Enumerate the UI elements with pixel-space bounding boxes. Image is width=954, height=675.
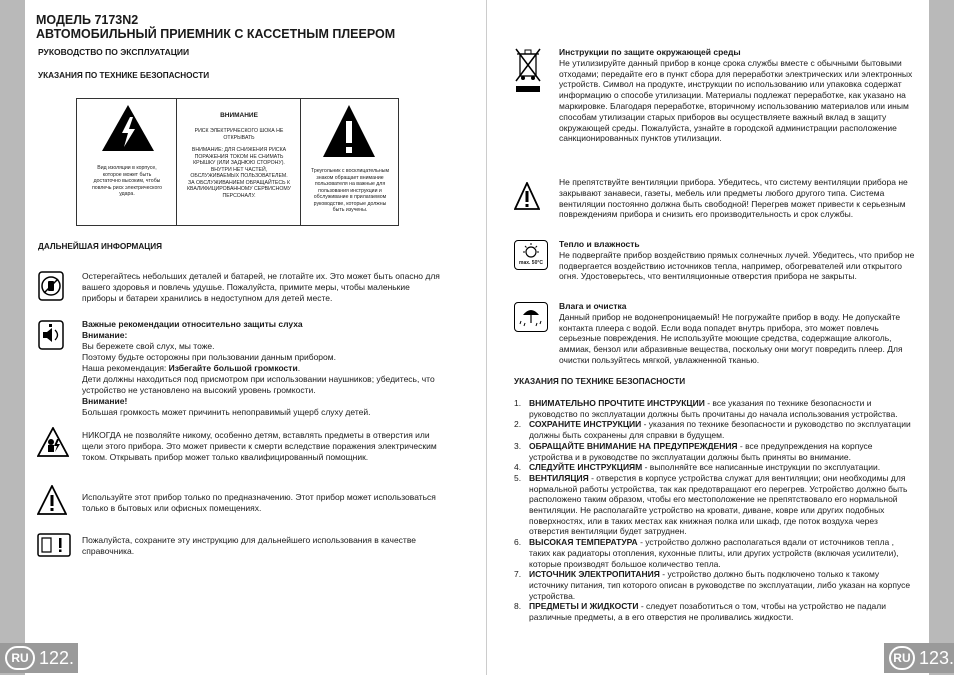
list-item-bold: СОХРАНИТЕ ИНСТРУКЦИИ: [529, 419, 642, 430]
product-title: АВТОМОБИЛЬНЫЙ ПРИЕМНИК С КАССЕТНЫМ ПЛЕЕРОМ: [36, 27, 396, 41]
list-item-body: - отверстия в корпусе устройства служат для вентиляции; они необходимы для нормальной работы устройства, так как предотвращают его перегрев. Устройство должно быть расположено таким образом, чтобы его местоположение не препятствовало его нормальной вентиляции. Не располагайте устройство на кровати, диване, ковре или других подобных поверхностях, или в таких местах как книжная полка или шкаф, где поток воздуха через отверстия вентиляции будет затруднен.: [529, 472, 908, 537]
heat-text: Не подвергайте прибор воздействию прямых солнечных лучей. Убедитесь, что прибор не подвергается воздействию источников тепла, например, обогревателей или открытого огня. Удостоверьтесь, что вентиляционные отверстия прибора не закрыты.: [559, 249, 915, 282]
hearing-line-3: [82, 363, 442, 374]
hearing-line-4: Дети должны находиться под присмотром при использовании наушников; убедитесь, что устройство не установлено на высокий уровень громкости.: [82, 374, 435, 395]
small-parts-text: Остерегайтесь небольших деталей и батарей, не глотайте их. Это может быть опасно для вашего здоровья и повлечь удушье. Пожалуйста, примите меры, чтобы маленькие приборы и батареи хранились в недоступном для детей месте.: [82, 271, 440, 303]
list-item-bold: ВЕНТИЛЯЦИЯ: [529, 472, 589, 483]
electric-hazard-icon: [37, 427, 69, 457]
environment-title: Инструкции по защите окружающей среды: [559, 47, 741, 57]
list-item-text: [529, 601, 914, 622]
sun-icon: [515, 241, 547, 261]
page-divider: [486, 0, 487, 675]
list-item-body: - устройство должно быть подключено только к такому источнику питания, тип которого описан в руководстве по эксплуатации, либо указан на корпусе устройства.: [529, 569, 911, 601]
hearing-attention: Внимание:: [82, 330, 128, 340]
moisture-section: [559, 301, 915, 366]
warning-risk: РИСК ЭЛЕКТРИЧЕСКОГО ШОКА НЕ ОТКРЫВАТЬ: [194, 128, 284, 141]
hearing-recommendation-label: Наша рекомендация:: [82, 363, 169, 373]
hearing-line-5: Большая громкость может причинить непоправимый ущерб слуху детей.: [82, 407, 371, 417]
manual-heading: РУКОВОДСТВО ПО ЭКСПЛУАТАЦИИ: [38, 47, 190, 57]
safety-heading-left: УКАЗАНИЯ ПО ТЕХНИКЕ БЕЗОПАСНОСТИ: [38, 71, 210, 80]
list-item-text: [529, 398, 914, 419]
list-item: [514, 419, 914, 440]
list-item-bold: ИСТОЧНИК ЭЛЕКТРОПИТАНИЯ: [529, 569, 660, 580]
model-title: МОДЕЛЬ 7173N2: [36, 13, 139, 27]
warning-shock-text: Вид изоляции в корпусе, которое может быть достаточно высоким, чтобы повлечь риск электрического удара.: [92, 165, 162, 197]
list-item-bold: ВЫСОКАЯ ТЕМПЕРАТУРА: [529, 537, 638, 548]
umbrella-rain-icon: [515, 303, 547, 331]
list-number: 5.: [514, 472, 522, 483]
list-item-text: [529, 462, 880, 473]
heat-section: [559, 239, 915, 282]
language-badge-right: RU: [889, 646, 915, 670]
list-item-body: - выполняйте все написанные инструкции по эксплуатации.: [642, 462, 881, 473]
list-item: [514, 398, 914, 419]
page-number-left: [0, 643, 78, 673]
warning-cell-caution: [177, 99, 301, 225]
page-number-left-value: 122.: [39, 647, 75, 668]
lightning-warning-icon: [102, 105, 154, 151]
hearing-title: Важные рекомендации относительно защиты слуха: [82, 319, 303, 329]
left-margin-bar: [0, 0, 25, 675]
weee-bin-icon: [514, 46, 542, 94]
caution-icon: [37, 485, 67, 515]
list-item-text: [529, 537, 914, 569]
list-item: [514, 462, 914, 473]
list-item-bold: ПРЕДМЕТЫ И ЖИДКОСТИ: [529, 601, 639, 612]
list-number: 2.: [514, 419, 522, 430]
list-item-body: - указания по технике безопасности и руководство по эксплуатации должны быть сохранены для справки в будущем.: [529, 419, 911, 441]
list-number: 7.: [514, 569, 522, 580]
list-item-bold: СЛЕДУЙТЕ ИНСТРУКЦИЯМ: [529, 462, 643, 473]
ventilation-warning-icon: [514, 182, 540, 210]
list-item-body: - все указания по технике безопасности и руководство по эксплуатации должны быть прочитаны до начала использования устройства.: [529, 398, 898, 419]
page-number-right: [884, 643, 954, 673]
list-item: [514, 441, 914, 462]
list-item-bold: ВНИМАТЕЛЬНО ПРОЧТИТЕ ИНСТРУКЦИИ: [529, 398, 705, 408]
list-item: [514, 473, 914, 537]
list-number: 1.: [514, 398, 522, 408]
list-item-text: [529, 473, 914, 537]
exclamation-warning-icon: [323, 105, 375, 157]
safety-list: [514, 398, 914, 623]
hearing-line-1: Вы бережете свой слух, мы тоже.: [82, 341, 215, 351]
hearing-recommendation: Избегайте большой громкости: [168, 363, 298, 373]
list-item-bold: ОБРАЩАЙТЕ ВНИМАНИЕ НА ПРЕДУПРЕЖДЕНИЯ: [529, 440, 738, 451]
usage-purpose-text: Используйте этот прибор только по предназначению. Этот прибор может использоваться только в бытовых или офисных помещениях.: [82, 492, 436, 513]
list-item-body: - следует позаботиться о том, чтобы на устройство не падали различные предметы, а в его отверстия не проливались жидкости.: [529, 601, 886, 623]
list-item-body: - устройство должно располагаться вдали от источников тепла , таких как радиаторы отопления, кухонные плиты, или других устройств (включая усилители), которые производят большое количество тепла.: [529, 537, 899, 569]
moisture-title: Влага и очистка: [559, 301, 627, 311]
environment-text: Не утилизируйте данный прибор в конце срока службы вместе с обычными бытовыми отходами; передайте его в пункт сбора для переработки электрических или электронных устройств. Символ на продукте, инструкции по использованию или упаковка содержат информацию о способе утилизации. Материалы подлежат переработке, как указано на маркировке. Благодаря переработке, вторичному использованию материалов или иным способам утилизации старых приборов вы осуществляете важный вклад в защиту окружающей среды. Пожалуйста, узнайте в городской администрации расположение санкционированных пунктов утилизации.: [559, 57, 913, 144]
list-item-text: [529, 441, 914, 462]
warning-cell-exclamation: [301, 99, 398, 225]
hearing-attention-2: Внимание!: [82, 396, 128, 406]
warning-middle-text: ВНИМАНИЕ: ДЛЯ СНИЖЕНИЯ РИСКА ПОРАЖЕНИЯ ТОКОМ НЕ СНИМАТЬ КРЫШКУ (ИЛИ ЗАДНЮЮ СТОРОНУ). ВНУТРИ НЕТ ЧАСТЕЙ, ОБСЛУЖИВАЕМЫХ ПОЛЬЗОВАТЕЛЕМ. ЗА ОБСЛУЖИВАНИЕМ ОБРАЩАЙТЕСЬ К КВАЛИФИЦИРОВАННОМУ СЕРВИСНОМУ ПЕРСОНАЛУ.: [187, 147, 291, 199]
warning-cell-shock: [77, 99, 177, 225]
warning-box: [76, 98, 399, 226]
hearing-section: [82, 319, 442, 418]
moisture-text: Данный прибор не водонепроницаемый! Не погружайте прибор в воду. Не допускайте контакта плеера с водой. Если вода попадет внутрь прибора, это может повлечь серьезные повреждения. Не используйте моющие средства, содержащие алкоголь, аммиак, бензол или абразивные вещества, поскольку они могут повредить плеер. Для очистки пользуйтесь мягкой, увлажненной тканью.: [559, 311, 903, 365]
keep-manual-text: Пожалуйста, сохраните эту инструкцию для дальнейшего использования в качестве справочника.: [82, 535, 416, 556]
manual-book-icon: [37, 533, 71, 557]
no-swallow-icon: [38, 271, 64, 301]
hearing-line-2: Поэтому будьте осторожны при пользовании данным прибором.: [82, 352, 336, 362]
moisture-icon: [514, 302, 548, 332]
right-margin-bar: [929, 0, 954, 675]
environment-section: [559, 47, 915, 144]
child-safety-text: НИКОГДА не позволяйте никому, особенно детям, вставлять предметы в отверстия или щели этого прибора. Это может привести к смерти вследствие поражения электрическим током. Открывать прибор может только квалифицированный помощник.: [82, 430, 437, 462]
list-number: 3.: [514, 440, 522, 451]
warning-title: ВНИМАНИЕ: [220, 112, 258, 119]
safety-heading-right: УКАЗАНИЯ ПО ТЕХНИКЕ БЕЗОПАСНОСТИ: [514, 377, 686, 386]
ear-icon: [38, 320, 64, 350]
page-number-right-value: 123.: [918, 647, 954, 668]
heat-badge: max. 50°C: [519, 260, 543, 266]
heat-title: Тепло и влажность: [559, 239, 640, 249]
further-info-heading: ДАЛЬНЕЙШАЯ ИНФОРМАЦИЯ: [38, 242, 163, 251]
list-number: 4.: [514, 462, 522, 473]
list-number: 8.: [514, 601, 522, 612]
ventilation-text: Не препятствуйте вентиляции прибора. Убедитесь, что систему вентиляции прибора не закрывают занавеси, газеты, мебель или предметы любого другого типа. Система вентиляции постоянно должна быть свободной! Перегрев может привести к серьезным повреждениям прибора и снизить его производительность и срок службы.: [559, 177, 908, 220]
list-item: [514, 569, 914, 601]
warning-exclamation-text: Треугольник с восклицательным знаком обращает внимание пользователя на важные для пользования инструкции и обслуживание в прилагаемом руководстве, которые должны быть изучены.: [310, 168, 390, 213]
list-item: [514, 601, 914, 622]
language-badge-left: RU: [5, 646, 35, 670]
list-item-text: [529, 569, 914, 601]
list-number: 6.: [514, 537, 522, 548]
heat-icon: [514, 240, 548, 270]
hearing-recommendation-end: .: [297, 363, 301, 373]
list-item: [514, 537, 914, 569]
list-item-text: [529, 419, 914, 440]
list-item-body: - все предупреждения на корпусе устройства и в руководстве по эксплуатации должны быть приняты во внимание.: [529, 440, 873, 462]
